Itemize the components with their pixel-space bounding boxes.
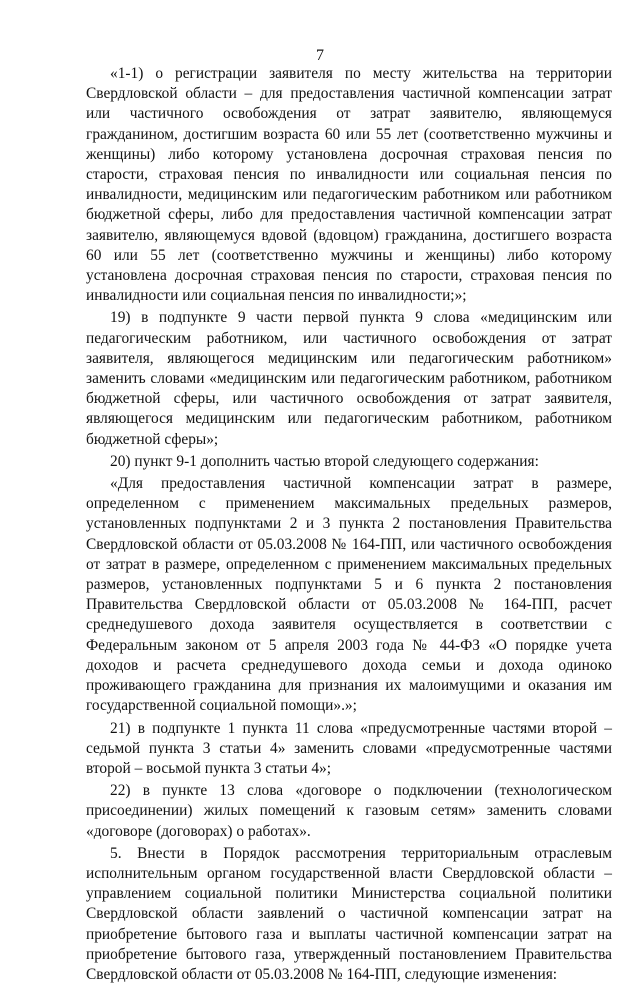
paragraph-item-22: 22) в пункте 13 слова «договоре о подключении (технологическом присоединении) жилых помещений к газовым сетям» заменить словами «договоре (договорах) о работах». <box>86 782 612 840</box>
paragraph-item-19: 19) в подпункте 9 части первой пункта 9 слова «медицинским или педагогическим работником, или частичного освобождения от затрат заявителя, являющегося медицинским или педагогическим работником» заменить словами «медицинским или педагогическим работником, работником бюджетной сферы, или частичного освобождения от затрат заявителя, являющегося медицинским или педагогическим работником, работником бюджетной сферы»; <box>86 309 612 448</box>
paragraph-item-1-1: «1-1) о регистрации заявителя по месту жительства на территории Свердловской области – для предоставления частичной компенсации затрат или частичного освобождения от затрат заявителю, являющемуся гражданином, достигшим возраста 60 или 55 лет (соответственно мужчины и женщины) либо которому установлена досрочная страховая пенсия по старости, страховая пенсия по инвалидности или социальная пенсия по инвалидности, медицинским или педагогическим работником или работником бюджетной сферы, либо для предоставления частичной компенсации затрат заявителю, являющемуся вдовой (вдовцом) гражданина, достигшего возраста 60 или 55 лет (соответственно мужчины и женщины) либо которому установлена досрочная страховая пенсия по старости, страховая пенсия по инвалидности или социальная пенсия по инвалидности;»; <box>86 65 612 305</box>
page-number: 7 <box>316 47 324 64</box>
paragraph-quoted-addition: «Для предоставления частичной компенсации затрат в размере, определенном с применением максимальных предельных размеров, установленных подпунктами 2 и 3 пункта 2 постановления Правительства Свердловской области от 05.03.2008 № 164-ПП, или частичного освобождения от затрат в размере, определенном с применением максимальных предельных размеров, установленных подпунктами 5 и 6 пункта 2 постановления Правительства Свердловской области от 05.03.2008 № 164-ПП, расчет среднедушевого дохода заявителя осуществляется в соответствии с Федеральным законом от 5 апреля 2003 года № 44-ФЗ «О порядке учета доходов и расчета среднедушевого дохода семьи и дохода одиноко проживающего гражданина для признания их малоимущими и оказания им государственной социальной помощи».»; <box>86 475 612 715</box>
paragraph-section-5: 5. Внести в Порядок рассмотрения территориальным отраслевым исполнительным органом государственной власти Свердловской области – управлением социальной политики Министерства социальной политики Свердловской области заявлений о частичной компенсации затрат на приобретение бытового газа и выплаты частичной компенсации затрат на приобретение бытового газа, утвержденный постановлением Правительства Свердловской области от 05.03.2008 № 164-ПП, следующие изменения: <box>86 844 612 983</box>
paragraph-item-21: 21) в подпункте 1 пункта 11 слова «предусмотренные частями второй – седьмой пункта 3 статьи 4» заменить словами «предусмотренные частями второй – восьмой пункта 3 статьи 4»; <box>86 719 612 777</box>
paragraph-item-20: 20) пункт 9-1 дополнить частью второй следующего содержания: <box>110 452 539 470</box>
document-body <box>86 64 612 987</box>
